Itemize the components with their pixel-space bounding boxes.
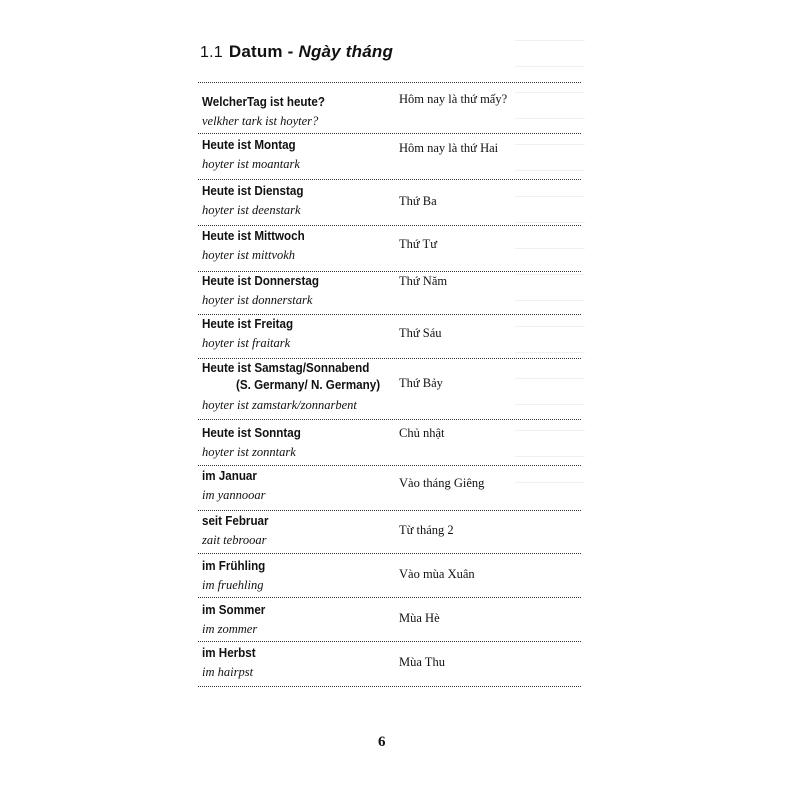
pronunciation: im fruehling [202, 578, 264, 592]
dotted-rule [198, 510, 581, 511]
pronunciation: hoyter ist deenstark [202, 203, 301, 217]
german-phrase: seit Februar [202, 514, 269, 528]
pronunciation: hoyter ist donnerstark [202, 293, 313, 307]
vietnamese-translation: Thứ Ba [399, 194, 437, 208]
vietnamese-translation: Mùa Thu [399, 655, 445, 669]
dotted-rule [198, 133, 581, 134]
vietnamese-translation: Thứ Năm [399, 274, 448, 288]
vietnamese-translation: Thứ Bảy [399, 376, 443, 390]
german-phrase: Heute ist Dienstag [202, 184, 304, 198]
vietnamese-translation: Vào mùa Xuân [399, 567, 475, 581]
dotted-rule [198, 179, 581, 180]
section-heading [200, 42, 393, 62]
dotted-rule [198, 225, 581, 226]
pronunciation: velkher tark ist hoyter? [202, 114, 319, 128]
german-phrase: im Herbst [202, 646, 256, 660]
german-phrase: Heute ist Donnerstag [202, 274, 319, 288]
dotted-rule [198, 271, 581, 272]
dotted-rule [198, 358, 581, 359]
pronunciation: hoyter ist zonntark [202, 445, 296, 459]
vietnamese-translation: Vào tháng Giêng [399, 476, 485, 490]
german-phrase-note: (S. Germany/ N. Germany) [236, 378, 381, 392]
page-number: 6 [378, 734, 386, 750]
german-phrase: Heute ist Montag [202, 138, 296, 152]
german-phrase: Heute ist Mittwoch [202, 229, 305, 243]
bleed-through-shadow [515, 40, 585, 500]
german-phrase: im Sommer [202, 603, 266, 617]
dotted-rule [198, 465, 581, 466]
pronunciation: hoyter ist mittvokh [202, 248, 296, 262]
vietnamese-translation: Hôm nay là thứ Hai [399, 141, 499, 155]
pronunciation: zait tebrooar [202, 533, 267, 547]
pronunciation: im zommer [202, 622, 258, 636]
dotted-rule [198, 314, 581, 315]
german-phrase: WelcherTag ist heute? [202, 95, 325, 109]
section-title: Datum [228, 42, 283, 61]
dotted-rule [198, 553, 581, 554]
pronunciation: im hairpst [202, 665, 254, 679]
vietnamese-translation: Từ tháng 2 [399, 523, 454, 537]
section-subtitle: Ngày tháng [298, 42, 394, 61]
dotted-rule [198, 597, 581, 598]
vietnamese-translation: Mùa Hè [399, 611, 440, 625]
dotted-rule [198, 82, 581, 83]
section-dash: - [282, 42, 299, 61]
vietnamese-translation: Thứ Tư [399, 237, 437, 251]
german-phrase: Heute ist Sonntag [202, 426, 301, 440]
section-number: 1.1 [200, 44, 223, 61]
pronunciation: hoyter ist moantark [202, 157, 300, 171]
german-phrase: Heute ist Samstag/Sonnabend [202, 361, 370, 375]
pronunciation: im yannooar [202, 488, 266, 502]
dotted-rule [198, 686, 581, 687]
dotted-rule [198, 419, 581, 420]
german-phrase: im Januar [202, 469, 257, 483]
german-phrase: Heute ist Freitag [202, 317, 294, 331]
german-phrase: im Frühling [202, 559, 266, 573]
vietnamese-translation: Thứ Sáu [399, 326, 442, 340]
vietnamese-translation: Hôm nay là thứ mấy? [399, 92, 508, 106]
dotted-rule [198, 641, 581, 642]
vietnamese-translation: Chủ nhật [399, 426, 445, 440]
pronunciation: hoyter ist zamstark/zonnarbent [202, 398, 357, 412]
pronunciation: hoyter ist fraitark [202, 336, 291, 350]
